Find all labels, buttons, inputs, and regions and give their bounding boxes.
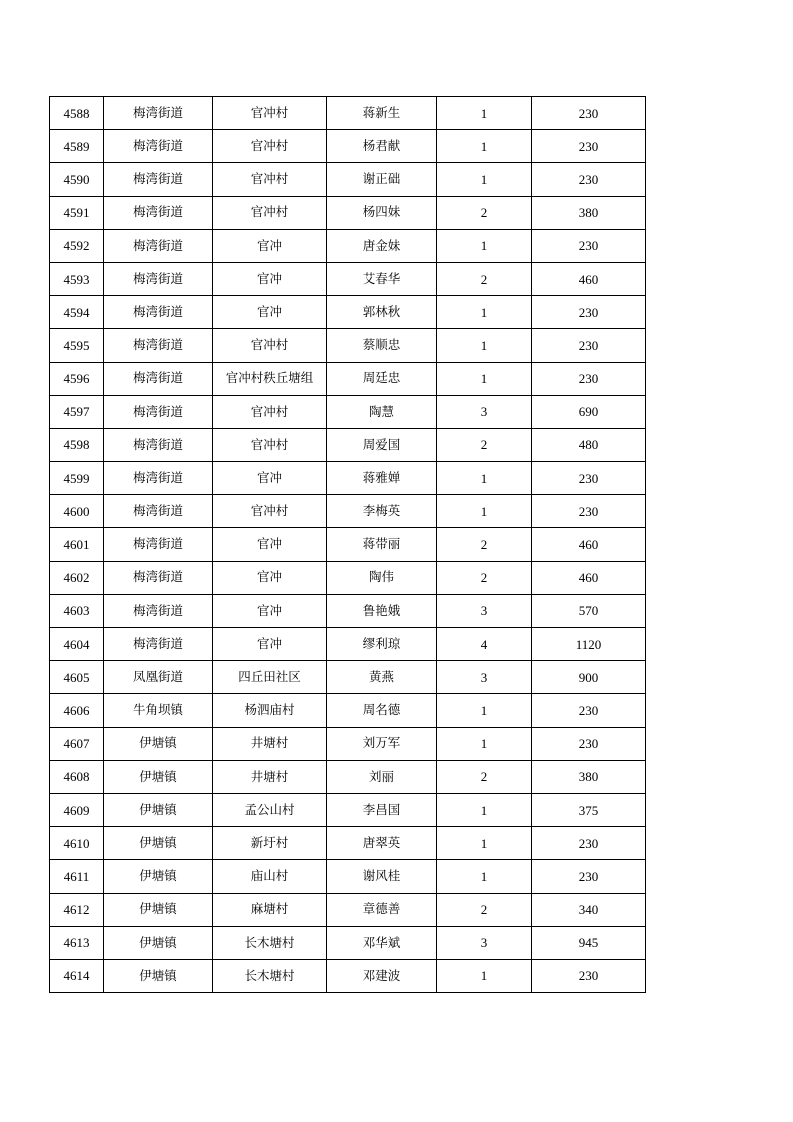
village-cell: 官冲 (213, 296, 327, 329)
amount-cell: 230 (532, 296, 646, 329)
household-count-cell: 1 (437, 130, 532, 163)
amount-cell: 1120 (532, 628, 646, 661)
subdistrict-cell: 梅湾街道 (104, 97, 213, 130)
name-cell: 蒋雅婵 (327, 462, 437, 495)
name-cell: 刘丽 (327, 760, 437, 793)
village-cell: 官冲 (213, 628, 327, 661)
subdistrict-cell: 梅湾街道 (104, 428, 213, 461)
name-cell: 鲁艳娥 (327, 594, 437, 627)
table-row (50, 893, 646, 926)
household-count-cell: 3 (437, 926, 532, 959)
household-count-cell: 2 (437, 196, 532, 229)
name-cell: 缪利琼 (327, 628, 437, 661)
table-row (50, 760, 646, 793)
subdistrict-cell: 梅湾街道 (104, 329, 213, 362)
record-id-cell: 4601 (50, 528, 104, 561)
amount-cell: 570 (532, 594, 646, 627)
household-count-cell: 2 (437, 760, 532, 793)
household-count-cell: 1 (437, 462, 532, 495)
record-id-cell: 4605 (50, 661, 104, 694)
amount-cell: 945 (532, 926, 646, 959)
name-cell: 周名德 (327, 694, 437, 727)
amount-cell: 480 (532, 428, 646, 461)
village-cell: 新圩村 (213, 827, 327, 860)
name-cell: 周廷忠 (327, 362, 437, 395)
table-row (50, 229, 646, 262)
subdistrict-cell: 牛角坝镇 (104, 694, 213, 727)
subdistrict-cell: 伊塘镇 (104, 893, 213, 926)
village-cell: 官冲村 (213, 495, 327, 528)
name-cell: 邓华斌 (327, 926, 437, 959)
subdistrict-cell: 伊塘镇 (104, 959, 213, 992)
amount-cell: 230 (532, 329, 646, 362)
table-row (50, 860, 646, 893)
household-count-cell: 3 (437, 395, 532, 428)
records-body (50, 97, 646, 993)
record-id-cell: 4610 (50, 827, 104, 860)
household-count-cell: 2 (437, 262, 532, 295)
household-count-cell: 2 (437, 561, 532, 594)
record-id-cell: 4596 (50, 362, 104, 395)
table-row (50, 959, 646, 992)
subdistrict-cell: 伊塘镇 (104, 860, 213, 893)
records-table (49, 96, 646, 993)
amount-cell: 460 (532, 561, 646, 594)
household-count-cell: 3 (437, 661, 532, 694)
household-count-cell: 1 (437, 495, 532, 528)
village-cell: 庙山村 (213, 860, 327, 893)
amount-cell: 230 (532, 97, 646, 130)
name-cell: 蔡顺忠 (327, 329, 437, 362)
table-row (50, 793, 646, 826)
subdistrict-cell: 梅湾街道 (104, 163, 213, 196)
household-count-cell: 1 (437, 329, 532, 362)
record-id-cell: 4597 (50, 395, 104, 428)
village-cell: 孟公山村 (213, 793, 327, 826)
household-count-cell: 1 (437, 860, 532, 893)
record-id-cell: 4612 (50, 893, 104, 926)
subdistrict-cell: 梅湾街道 (104, 296, 213, 329)
table-row (50, 561, 646, 594)
name-cell: 唐翠英 (327, 827, 437, 860)
name-cell: 黄燕 (327, 661, 437, 694)
village-cell: 四丘田社区 (213, 661, 327, 694)
table-row (50, 362, 646, 395)
household-count-cell: 4 (437, 628, 532, 661)
record-id-cell: 4589 (50, 130, 104, 163)
record-id-cell: 4595 (50, 329, 104, 362)
record-id-cell: 4604 (50, 628, 104, 661)
village-cell: 官冲 (213, 594, 327, 627)
amount-cell: 375 (532, 793, 646, 826)
subdistrict-cell: 梅湾街道 (104, 594, 213, 627)
amount-cell: 230 (532, 827, 646, 860)
table-row (50, 462, 646, 495)
village-cell: 官冲村 (213, 97, 327, 130)
name-cell: 蒋带丽 (327, 528, 437, 561)
village-cell: 麻塘村 (213, 893, 327, 926)
village-cell: 杨泗庙村 (213, 694, 327, 727)
amount-cell: 900 (532, 661, 646, 694)
name-cell: 李梅英 (327, 495, 437, 528)
table-row (50, 130, 646, 163)
household-count-cell: 1 (437, 163, 532, 196)
record-id-cell: 4600 (50, 495, 104, 528)
village-cell: 长木塘村 (213, 959, 327, 992)
subdistrict-cell: 梅湾街道 (104, 196, 213, 229)
amount-cell: 230 (532, 495, 646, 528)
name-cell: 李昌国 (327, 793, 437, 826)
subdistrict-cell: 伊塘镇 (104, 827, 213, 860)
record-id-cell: 4609 (50, 793, 104, 826)
village-cell: 官冲村 (213, 395, 327, 428)
village-cell: 长木塘村 (213, 926, 327, 959)
table-row (50, 262, 646, 295)
village-cell: 官冲村秩丘塘组 (213, 362, 327, 395)
name-cell: 刘万军 (327, 727, 437, 760)
record-id-cell: 4590 (50, 163, 104, 196)
name-cell: 谢正础 (327, 163, 437, 196)
table-row (50, 926, 646, 959)
table-row (50, 395, 646, 428)
record-id-cell: 4613 (50, 926, 104, 959)
record-id-cell: 4591 (50, 196, 104, 229)
record-id-cell: 4599 (50, 462, 104, 495)
table-row (50, 196, 646, 229)
amount-cell: 380 (532, 760, 646, 793)
household-count-cell: 1 (437, 362, 532, 395)
village-cell: 官冲村 (213, 428, 327, 461)
household-count-cell: 1 (437, 296, 532, 329)
subdistrict-cell: 梅湾街道 (104, 561, 213, 594)
household-count-cell: 1 (437, 959, 532, 992)
subdistrict-cell: 梅湾街道 (104, 395, 213, 428)
household-count-cell: 1 (437, 727, 532, 760)
amount-cell: 230 (532, 959, 646, 992)
village-cell: 井塘村 (213, 727, 327, 760)
table-row (50, 329, 646, 362)
household-count-cell: 3 (437, 594, 532, 627)
subdistrict-cell: 梅湾街道 (104, 528, 213, 561)
name-cell: 郭林秋 (327, 296, 437, 329)
village-cell: 官冲 (213, 561, 327, 594)
village-cell: 官冲 (213, 462, 327, 495)
record-id-cell: 4611 (50, 860, 104, 893)
household-count-cell: 2 (437, 893, 532, 926)
amount-cell: 230 (532, 229, 646, 262)
name-cell: 谢风桂 (327, 860, 437, 893)
subdistrict-cell: 梅湾街道 (104, 229, 213, 262)
amount-cell: 230 (532, 362, 646, 395)
record-id-cell: 4603 (50, 594, 104, 627)
record-id-cell: 4607 (50, 727, 104, 760)
amount-cell: 230 (532, 462, 646, 495)
amount-cell: 230 (532, 727, 646, 760)
household-count-cell: 2 (437, 428, 532, 461)
table-row (50, 528, 646, 561)
village-cell: 官冲 (213, 229, 327, 262)
village-cell: 官冲村 (213, 163, 327, 196)
name-cell: 艾春华 (327, 262, 437, 295)
record-id-cell: 4588 (50, 97, 104, 130)
household-count-cell: 1 (437, 97, 532, 130)
household-count-cell: 1 (437, 793, 532, 826)
village-cell: 井塘村 (213, 760, 327, 793)
table-row (50, 594, 646, 627)
name-cell: 陶慧 (327, 395, 437, 428)
subdistrict-cell: 梅湾街道 (104, 362, 213, 395)
village-cell: 官冲村 (213, 130, 327, 163)
amount-cell: 230 (532, 860, 646, 893)
subdistrict-cell: 梅湾街道 (104, 130, 213, 163)
record-id-cell: 4614 (50, 959, 104, 992)
name-cell: 章德善 (327, 893, 437, 926)
amount-cell: 230 (532, 163, 646, 196)
village-cell: 官冲 (213, 528, 327, 561)
name-cell: 杨君献 (327, 130, 437, 163)
name-cell: 杨四妹 (327, 196, 437, 229)
household-count-cell: 1 (437, 229, 532, 262)
table-row (50, 97, 646, 130)
village-cell: 官冲 (213, 262, 327, 295)
subdistrict-cell: 伊塘镇 (104, 926, 213, 959)
amount-cell: 340 (532, 893, 646, 926)
amount-cell: 460 (532, 262, 646, 295)
subdistrict-cell: 伊塘镇 (104, 727, 213, 760)
subdistrict-cell: 梅湾街道 (104, 262, 213, 295)
subdistrict-cell: 梅湾街道 (104, 628, 213, 661)
name-cell: 蒋新生 (327, 97, 437, 130)
subdistrict-cell: 凤凰街道 (104, 661, 213, 694)
amount-cell: 460 (532, 528, 646, 561)
record-id-cell: 4598 (50, 428, 104, 461)
household-count-cell: 1 (437, 827, 532, 860)
subdistrict-cell: 梅湾街道 (104, 462, 213, 495)
subdistrict-cell: 梅湾街道 (104, 495, 213, 528)
amount-cell: 380 (532, 196, 646, 229)
record-id-cell: 4594 (50, 296, 104, 329)
table-row (50, 163, 646, 196)
record-id-cell: 4593 (50, 262, 104, 295)
table-row (50, 628, 646, 661)
record-id-cell: 4592 (50, 229, 104, 262)
record-id-cell: 4602 (50, 561, 104, 594)
amount-cell: 230 (532, 130, 646, 163)
subdistrict-cell: 伊塘镇 (104, 760, 213, 793)
table-row (50, 661, 646, 694)
record-id-cell: 4606 (50, 694, 104, 727)
village-cell: 官冲村 (213, 196, 327, 229)
subdistrict-cell: 伊塘镇 (104, 793, 213, 826)
amount-cell: 690 (532, 395, 646, 428)
name-cell: 陶伟 (327, 561, 437, 594)
table-row (50, 694, 646, 727)
name-cell: 邓建波 (327, 959, 437, 992)
table-row (50, 428, 646, 461)
household-count-cell: 1 (437, 694, 532, 727)
table-row (50, 495, 646, 528)
table-row (50, 727, 646, 760)
amount-cell: 230 (532, 694, 646, 727)
table-row (50, 827, 646, 860)
table-row (50, 296, 646, 329)
household-count-cell: 2 (437, 528, 532, 561)
name-cell: 唐金妹 (327, 229, 437, 262)
name-cell: 周爱国 (327, 428, 437, 461)
record-id-cell: 4608 (50, 760, 104, 793)
village-cell: 官冲村 (213, 329, 327, 362)
